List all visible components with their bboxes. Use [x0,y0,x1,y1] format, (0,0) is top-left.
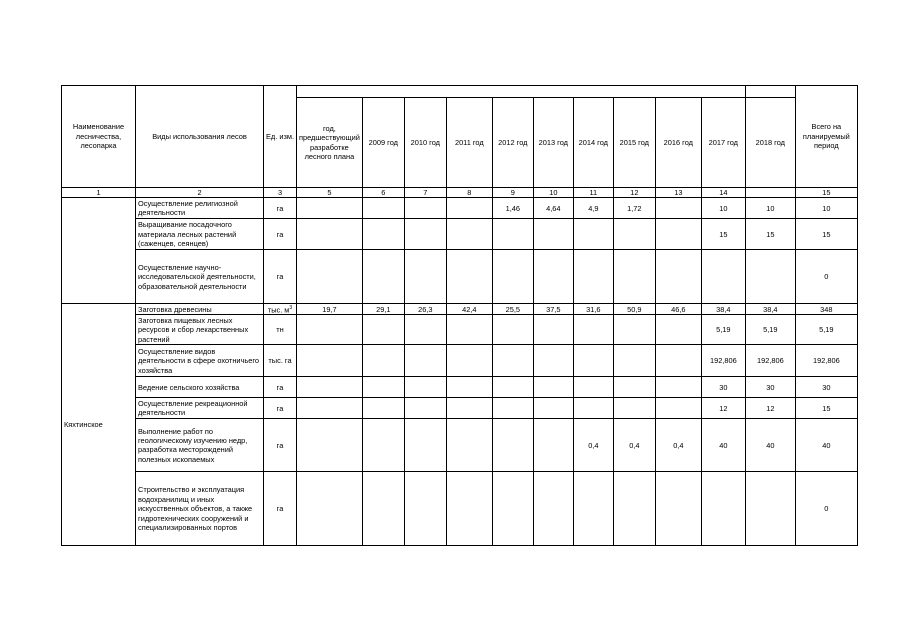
header-year-2012: 2012 год [492,98,533,188]
column-number: 9 [492,188,533,198]
value-cell [655,315,701,345]
value-cell [533,377,573,398]
value-cell [404,472,446,546]
column-number: 8 [446,188,492,198]
value-cell [297,377,363,398]
value-cell [613,345,655,377]
value-cell [362,419,404,472]
header-year-2013: 2013 год [533,98,573,188]
value-cell: 30 [745,377,795,398]
unit-cell: тн [264,315,297,345]
value-cell [492,250,533,304]
value-cell: 0,4 [655,419,701,472]
use-type-cell: Осуществление научно-исследовательской деятельности, образовательной деятельности [136,250,264,304]
unit-cell: га [264,472,297,546]
value-cell [362,472,404,546]
total-cell: 0 [795,250,857,304]
value-cell [613,472,655,546]
column-number: 12 [613,188,655,198]
value-cell [297,250,363,304]
value-cell: 19,7 [297,304,363,315]
value-cell [533,345,573,377]
value-cell [573,377,613,398]
value-cell [362,198,404,219]
table-row [62,345,858,377]
use-type-cell: Выращивание посадочного материала лесных растений (саженцев, сеянцев) [136,219,264,250]
header-unit: Ед. изм. [264,86,297,188]
value-cell [404,398,446,419]
unit-cell: га [264,198,297,219]
value-cell: 31,6 [573,304,613,315]
header-year-2016: 2016 год [655,98,701,188]
value-cell [492,472,533,546]
value-cell [297,315,363,345]
value-cell [655,219,701,250]
column-number: 7 [404,188,446,198]
value-cell [655,377,701,398]
value-cell [492,419,533,472]
header-year-2010: 2010 год [404,98,446,188]
table-row [62,198,858,219]
value-cell [362,377,404,398]
use-type-cell: Осуществление видов деятельности в сфере охотничьего хозяйства [136,345,264,377]
unit-cell: га [264,219,297,250]
value-cell [446,419,492,472]
value-cell [533,219,573,250]
value-cell: 192,806 [701,345,745,377]
header-year-group-blank [745,86,795,98]
header-year-2018: 2018 год [745,98,795,188]
value-cell [533,419,573,472]
forest-use-table [61,85,858,546]
value-cell [446,377,492,398]
column-number: 15 [795,188,857,198]
column-number: 11 [573,188,613,198]
value-cell: 40 [701,419,745,472]
value-cell: 38,4 [745,304,795,315]
value-cell [362,398,404,419]
value-cell [573,398,613,419]
header-top-row [62,86,858,98]
value-cell [297,219,363,250]
value-cell [613,398,655,419]
value-cell [613,315,655,345]
value-cell [492,377,533,398]
value-cell [446,398,492,419]
value-cell [404,198,446,219]
header-year-2009: 2009 год [362,98,404,188]
use-type-cell: Осуществление рекреационной деятельности [136,398,264,419]
value-cell: 26,3 [404,304,446,315]
value-cell [404,377,446,398]
value-cell [492,345,533,377]
value-cell [655,345,701,377]
value-cell: 0,4 [573,419,613,472]
value-cell [297,198,363,219]
value-cell [655,198,701,219]
forestry-cell-blank [62,198,136,304]
table-row [62,315,858,345]
column-number: 1 [62,188,136,198]
value-cell [655,472,701,546]
value-cell: 5,19 [745,315,795,345]
unit-cell: га [264,377,297,398]
total-cell: 5,19 [795,315,857,345]
column-number: 5 [297,188,363,198]
value-cell: 15 [701,219,745,250]
value-cell [492,219,533,250]
header-years-group [297,86,746,98]
column-number: 14 [701,188,745,198]
value-cell: 42,4 [446,304,492,315]
value-cell [297,419,363,472]
value-cell [446,219,492,250]
value-cell [533,472,573,546]
value-cell [446,345,492,377]
header-year-2014: 2014 год [573,98,613,188]
value-cell [362,219,404,250]
value-cell [533,398,573,419]
value-cell [492,315,533,345]
total-cell: 0 [795,472,857,546]
value-cell [446,315,492,345]
value-cell [362,315,404,345]
header-year-2011: 2011 год [446,98,492,188]
value-cell [404,250,446,304]
unit-cell: тыс. $м^3$ [264,304,297,315]
value-cell [297,472,363,546]
table-row [62,398,858,419]
value-cell [613,377,655,398]
total-cell: 15 [795,398,857,419]
value-cell: 0,4 [613,419,655,472]
total-cell: 30 [795,377,857,398]
value-cell: 38,4 [701,304,745,315]
value-cell [655,398,701,419]
value-cell: 25,5 [492,304,533,315]
value-cell [701,472,745,546]
column-number: 6 [362,188,404,198]
column-number [745,188,795,198]
value-cell [362,250,404,304]
value-cell [573,219,613,250]
table-row [62,419,858,472]
header-year-2017: 2017 год [701,98,745,188]
header-year-2015: 2015 год [613,98,655,188]
total-cell: 15 [795,219,857,250]
value-cell: 4,9 [573,198,613,219]
column-number-row [62,188,858,198]
column-number: 13 [655,188,701,198]
value-cell [613,219,655,250]
table-row [62,304,858,315]
table-row [62,219,858,250]
value-cell [297,398,363,419]
header-total: Всего на планируемый период [795,86,857,188]
column-number: 3 [264,188,297,198]
total-cell: 40 [795,419,857,472]
value-cell [573,345,613,377]
use-type-cell: Заготовка древесины [136,304,264,315]
value-cell: 12 [701,398,745,419]
value-cell [573,250,613,304]
total-cell: 348 [795,304,857,315]
value-cell: 5,19 [701,315,745,345]
use-type-cell: Выполнение работ по геологическому изучению недр, разработка месторождений полезных ископаемых [136,419,264,472]
use-type-cell: Строительство и эксплуатация водохранилищ и иных искусственных объектов, а также гидротехнических сооружений и специализированных портов [136,472,264,546]
use-type-cell: Ведение сельского хозяйства [136,377,264,398]
value-cell [492,398,533,419]
value-cell: 1,46 [492,198,533,219]
table-row [62,472,858,546]
value-cell [573,315,613,345]
value-cell [446,472,492,546]
unit-cell: га [264,398,297,419]
value-cell: 12 [745,398,795,419]
value-cell: 40 [745,419,795,472]
value-cell [404,419,446,472]
value-cell [701,250,745,304]
total-cell: 192,806 [795,345,857,377]
use-type-cell: Осуществление религиозной деятельности [136,198,264,219]
value-cell [655,250,701,304]
value-cell [573,472,613,546]
value-cell: 46,6 [655,304,701,315]
header-use-types: Виды использования лесов [136,86,264,188]
value-cell [446,250,492,304]
value-cell: 30 [701,377,745,398]
value-cell: 37,5 [533,304,573,315]
value-cell [297,345,363,377]
value-cell [533,315,573,345]
forestry-name-cell: Кяхтинское [62,304,136,546]
total-cell: 10 [795,198,857,219]
value-cell: 10 [701,198,745,219]
value-cell [362,345,404,377]
value-cell: 1,72 [613,198,655,219]
table-row [62,250,858,304]
value-cell [404,345,446,377]
unit-cell: га [264,250,297,304]
value-cell [613,250,655,304]
table-row [62,377,858,398]
use-type-cell: Заготовка пищевых лесных ресурсов и сбор лекарственных растений [136,315,264,345]
value-cell: 192,806 [745,345,795,377]
value-cell: 15 [745,219,795,250]
column-number: 10 [533,188,573,198]
value-cell: 50,9 [613,304,655,315]
header-prior-year: год, предшествующий разработке лесного плана [297,98,363,188]
value-cell [446,198,492,219]
value-cell [404,315,446,345]
value-cell: 4,64 [533,198,573,219]
unit-cell: тыс. га [264,345,297,377]
column-number: 2 [136,188,264,198]
value-cell [745,472,795,546]
value-cell [533,250,573,304]
value-cell: 29,1 [362,304,404,315]
unit-cell: га [264,419,297,472]
value-cell [404,219,446,250]
value-cell: 10 [745,198,795,219]
header-forestry-name: Наименование лесничества, лесопарка [62,86,136,188]
value-cell [745,250,795,304]
